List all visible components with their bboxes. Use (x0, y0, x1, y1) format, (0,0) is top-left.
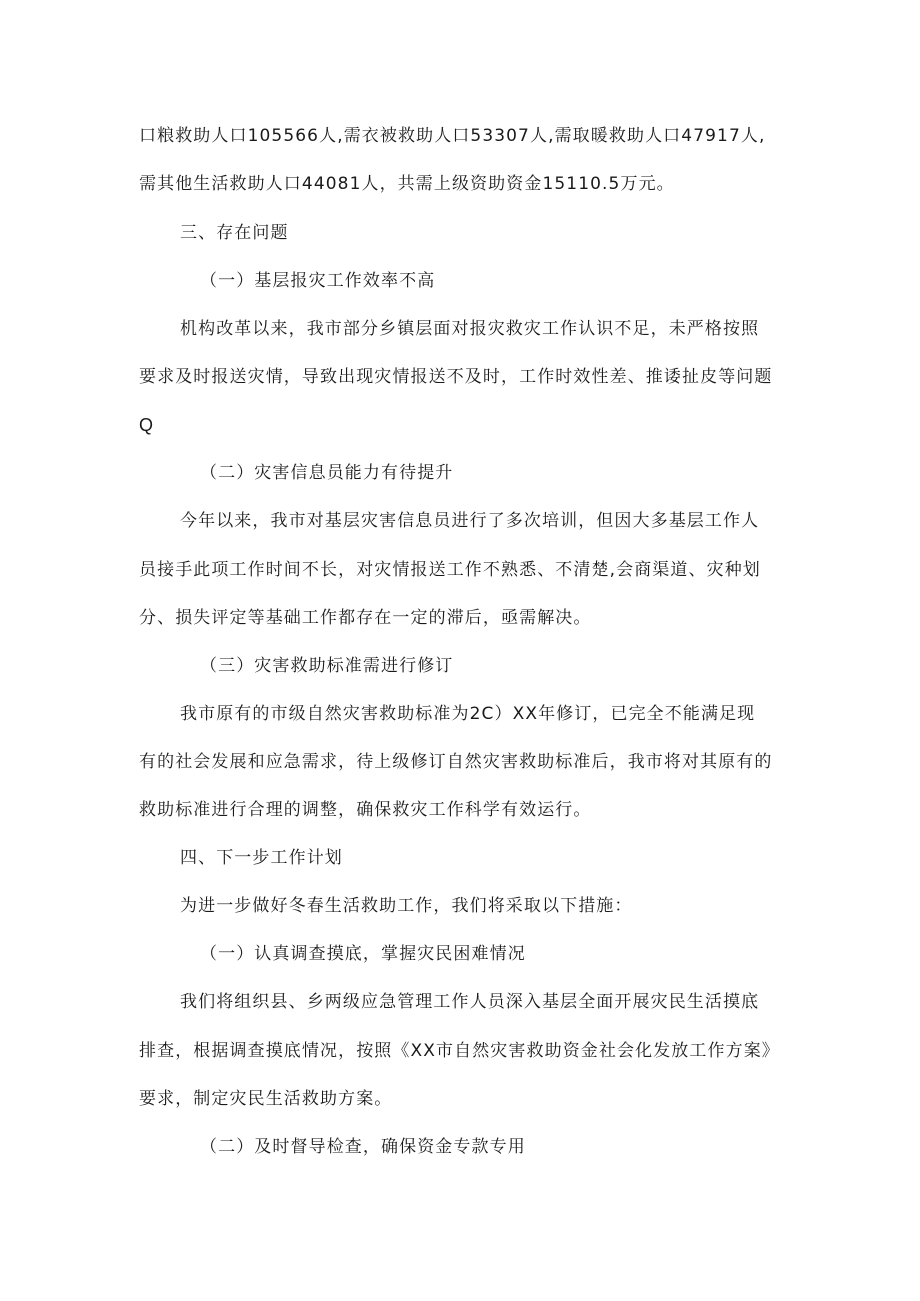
subsection-heading: （一）基层报灾工作效率不高 (200, 271, 436, 291)
body-line: 需其他生活救助人口44081人，共需上级资助资金15110.5万元。 (139, 174, 675, 194)
section-heading: 三、存在问题 (180, 223, 289, 243)
section-heading: 四、下一步工作计划 (180, 848, 343, 868)
body-line: 救助标准进行合理的调整，确保救灾工作科学有效运行。 (139, 800, 592, 820)
body-line: 要求及时报送灾情，导致出现灾情报送不及时，工作时效性差、推诿扯皮等问题 (139, 367, 773, 387)
body-line: 要求，制定灾民生活救助方案。 (139, 1089, 393, 1109)
subsection-heading: （二）灾害信息员能力有待提升 (200, 463, 454, 483)
body-line: 今年以来，我市对基层灾害信息员进行了多次培训，但因大多基层工作人 (180, 511, 760, 531)
body-line: 我市原有的市级自然灾害救助标准为2C）XX年修订，已完全不能满足现 (180, 704, 756, 724)
body-line: 有的社会发展和应急需求，待上级修订自然灾害救助标准后，我市将对其原有的 (139, 752, 773, 772)
body-line: 机构改革以来，我市部分乡镇层面对报灾救灾工作认识不足，未严格按照 (180, 319, 760, 339)
subsection-heading: （一）认真调查摸底，掌握灾民困难情况 (200, 944, 526, 964)
subsection-heading: （三）灾害救助标准需进行修订 (200, 656, 454, 676)
subsection-heading: （二）及时督导检查，确保资金专款专用 (200, 1137, 526, 1157)
body-line: 口粮救助人口105566人,需衣被救助人口53307人,需取暖救助人口47917人, (139, 126, 766, 146)
body-line: 我们将组织县、乡两级应急管理工作人员深入基层全面开展灾民生活摸底 (180, 992, 760, 1012)
body-line: Q (139, 415, 154, 435)
body-line: 员接手此项工作时间不长，对灾情报送工作不熟悉、不清楚,会商渠道、灾种划 (139, 560, 761, 580)
body-line: 分、损失评定等基础工作都存在一定的滞后，亟需解决。 (139, 608, 592, 628)
body-line: 排查，根据调查摸底情况，按照《XX市自然灾害救助资金社会化发放工作方案》 (139, 1041, 780, 1061)
body-line: 为进一步做好冬春生活救助工作，我们将采取以下措施： (180, 896, 633, 916)
